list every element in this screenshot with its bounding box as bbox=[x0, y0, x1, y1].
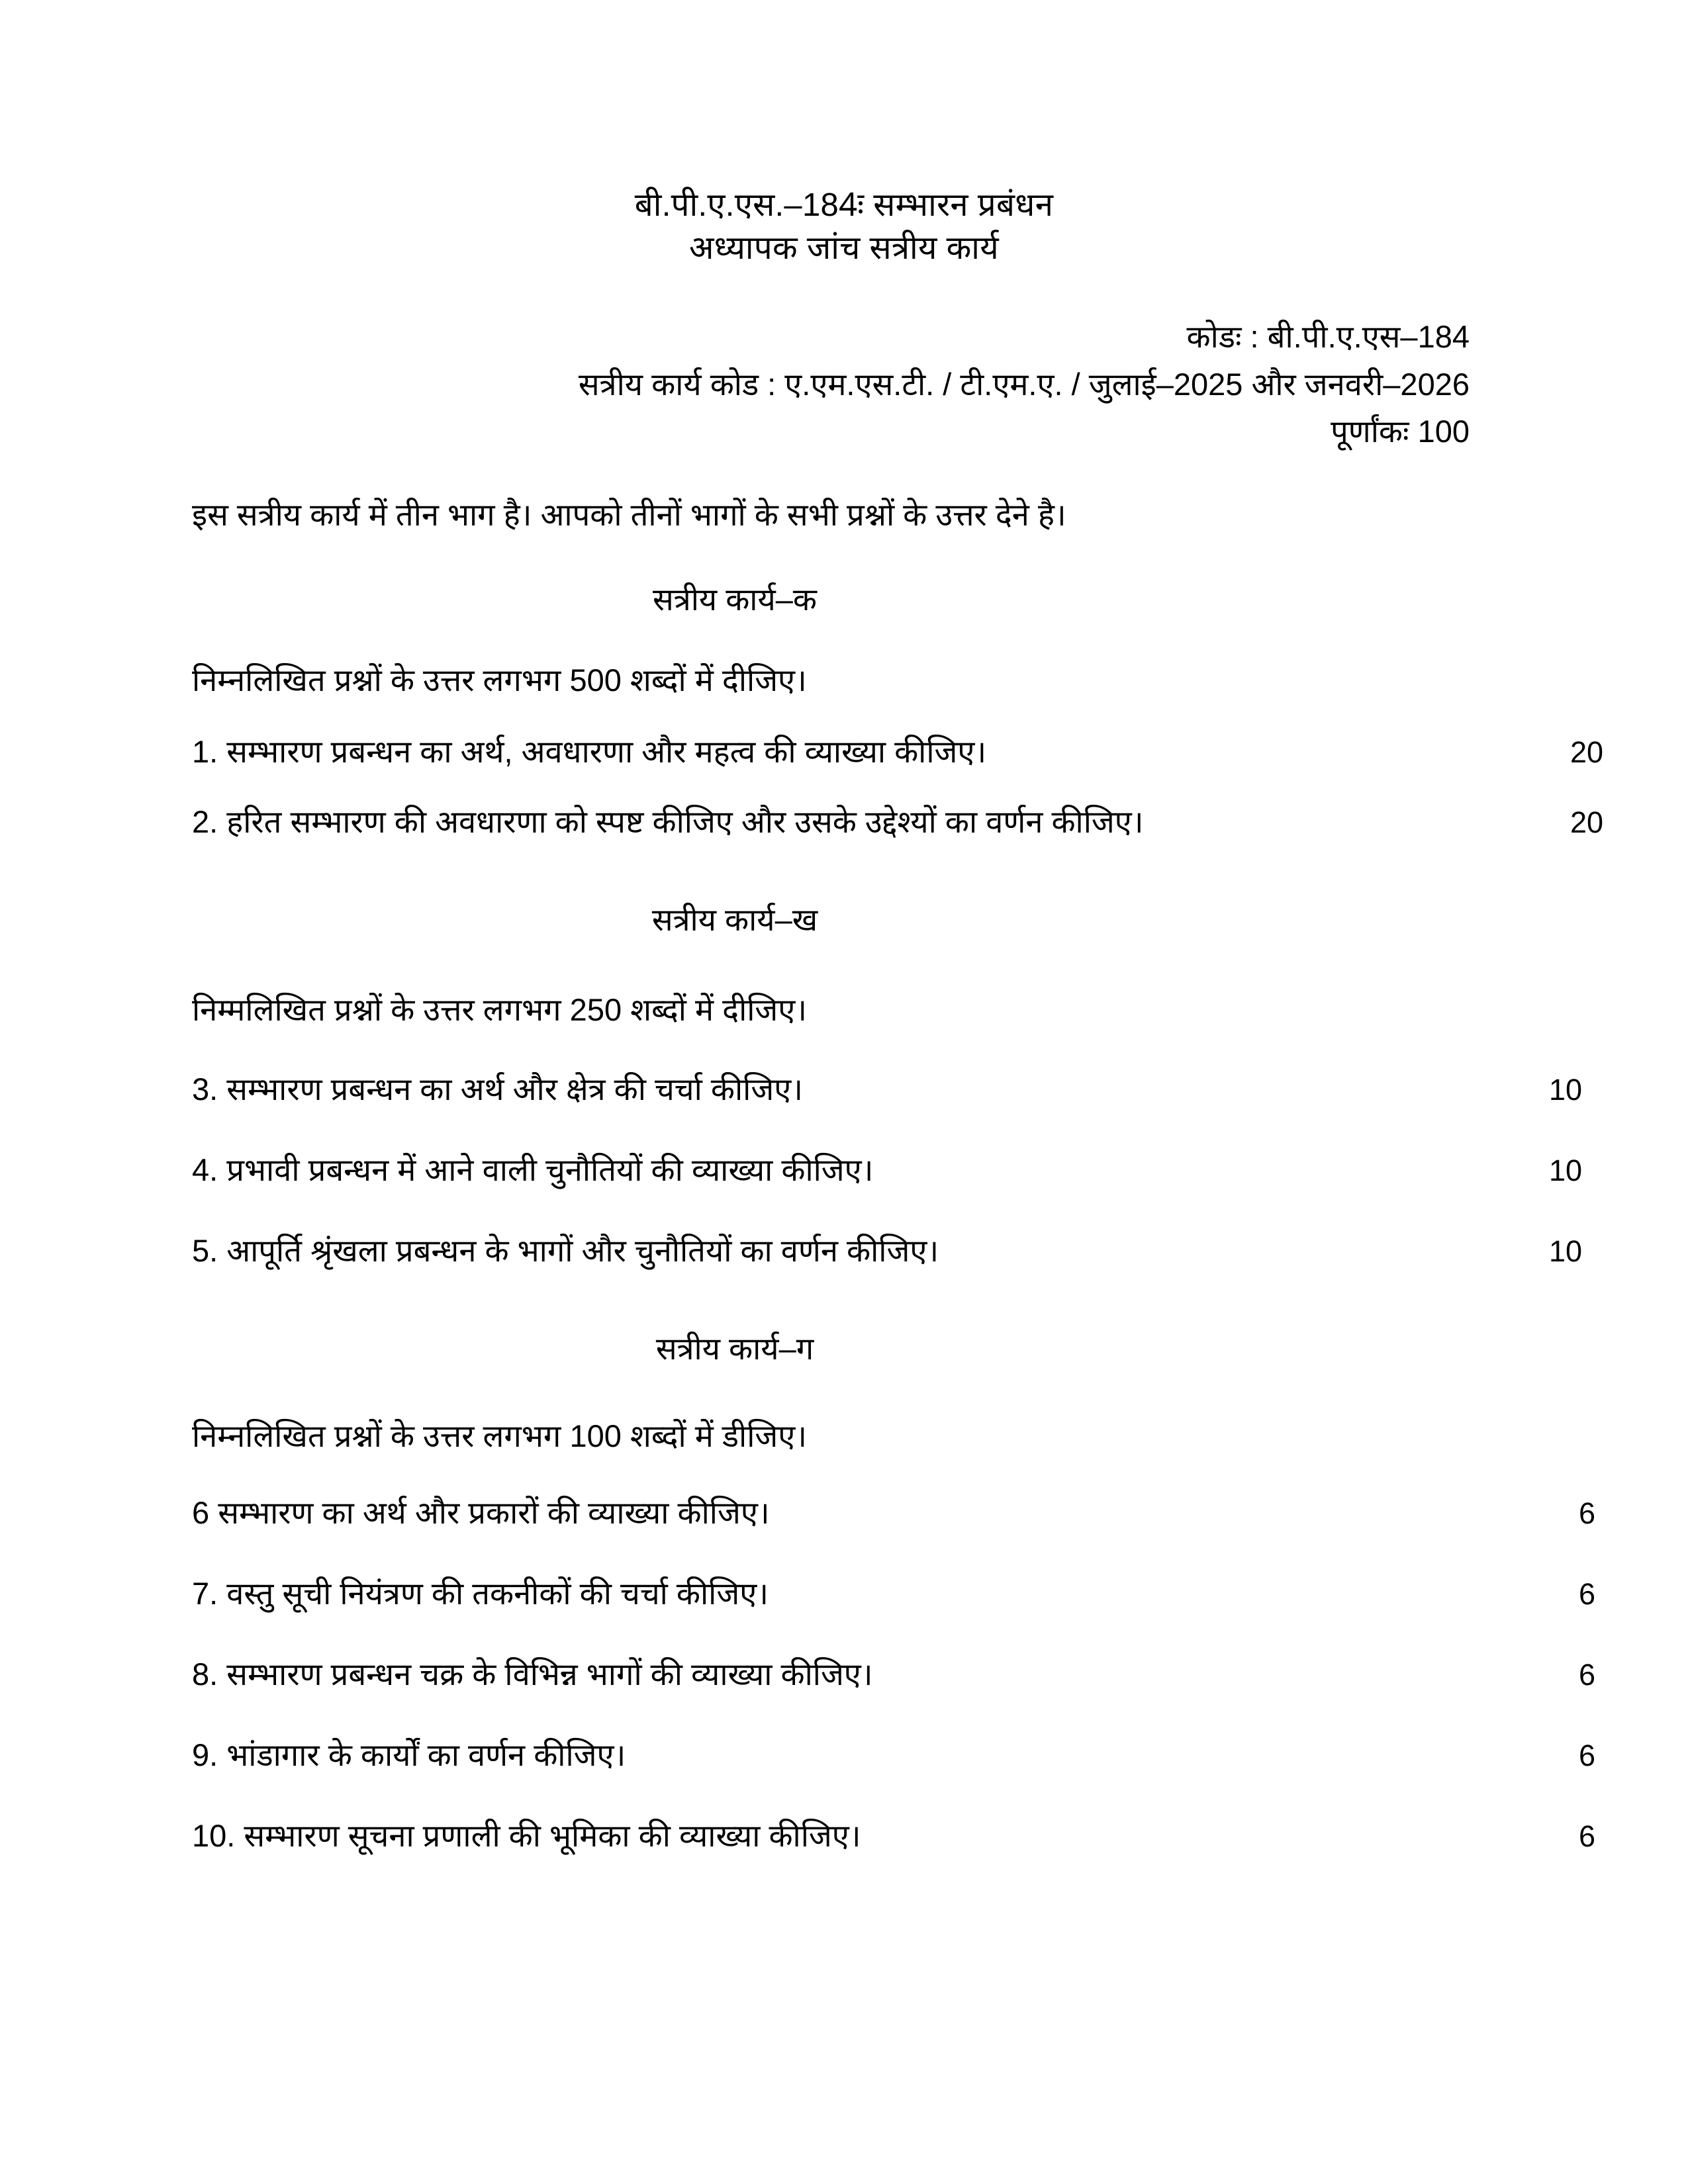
question-text: 1. सम्भारण प्रबन्धन का अर्थ, अवधारणा और महत्व की व्याख्या कीजिए। bbox=[192, 733, 987, 769]
question-marks: 6 bbox=[1578, 1657, 1595, 1692]
question-text: 9. भांडागार के कार्यों का वर्णन कीजिए। bbox=[192, 1737, 626, 1772]
assignment-meta bbox=[0, 313, 1688, 455]
section-a bbox=[0, 577, 1688, 842]
question-marks: 6 bbox=[1578, 1496, 1595, 1530]
assignment-code: सत्रीय कार्य कोड : ए.एम.एस.टी. / टी.एम.ए. / जुलाई–2025 और जनवरी–2026 bbox=[578, 366, 1470, 402]
question-text: 8. सम्भारण प्रबन्धन चक्र के विभिन्न भागों की व्याख्या कीजिए। bbox=[192, 1656, 873, 1692]
question-marks: 10 bbox=[1548, 1153, 1582, 1187]
page-title bbox=[0, 0, 1688, 269]
question-row bbox=[0, 1228, 1688, 1271]
question-row bbox=[0, 1148, 1688, 1190]
section-c-question-list bbox=[0, 1490, 1688, 1856]
question-marks: 6 bbox=[1578, 1819, 1595, 1853]
maximum-marks: पूर्णांकः 100 bbox=[1331, 414, 1470, 449]
question-row bbox=[0, 1490, 1688, 1533]
page-title-line-1: बी.पी.ए.एस.–184ः सम्भारन प्रबंधन bbox=[634, 187, 1054, 223]
section-c bbox=[0, 1326, 1688, 1856]
question-marks: 6 bbox=[1578, 1576, 1595, 1611]
question-text: 2. हरित सम्भारण की अवधारणा को स्पष्ट कीजिए और उसके उद्देश्यों का वर्णन कीजिए। bbox=[192, 803, 1144, 839]
question-row bbox=[0, 1571, 1688, 1614]
question-marks: 10 bbox=[1548, 1072, 1582, 1107]
section-a-question-list bbox=[0, 729, 1688, 842]
question-text: 7. वस्तु सूची नियंत्रण की तकनीकों की चर्चा कीजिए। bbox=[192, 1575, 769, 1611]
question-row bbox=[0, 1652, 1688, 1694]
page-title-line-2: अध्यापक जांच सत्रीय कार्य bbox=[689, 230, 999, 266]
question-text: 4. प्रभावी प्रबन्धन में आने वाली चुनौतियों की व्याख्या कीजिए। bbox=[192, 1152, 874, 1187]
section-a-instruction: निम्नलिखित प्रश्नों के उत्तर लगभग 500 शब्दों में दीजिए। bbox=[192, 662, 807, 698]
question-row bbox=[0, 799, 1688, 842]
section-b bbox=[0, 897, 1688, 1271]
question-marks: 6 bbox=[1578, 1738, 1595, 1772]
question-row bbox=[0, 1067, 1688, 1109]
section-b-instruction: निम्मलिखित प्रश्नों के उत्तर लगभग 250 शब्दों में दीजिए। bbox=[192, 991, 808, 1027]
section-a-heading: सत्रीय कार्य–क bbox=[653, 581, 817, 617]
question-text: 6 सम्भारण का अर्थ और प्रकारों की व्याख्या कीजिए। bbox=[192, 1494, 770, 1530]
question-row bbox=[0, 1733, 1688, 1775]
question-row bbox=[0, 1813, 1688, 1856]
section-c-instruction: निम्नलिखित प्रश्नों के उत्तर लगभग 100 शब्दों में डीजिए। bbox=[192, 1418, 808, 1453]
question-marks: 10 bbox=[1548, 1234, 1582, 1268]
question-text: 10. सम्भारण सूचना प्रणाली की भूमिका की व्याख्या कीजिए। bbox=[192, 1817, 861, 1853]
question-marks: 20 bbox=[1570, 805, 1603, 839]
section-b-question-list bbox=[0, 1067, 1688, 1271]
course-code: कोडः : बी.पी.ए.एस–184 bbox=[1186, 319, 1470, 355]
general-instruction: इस सत्रीय कार्य में तीन भाग है। आपको तीनों भागों के सभी प्रश्नों के उत्तर देने है। bbox=[192, 496, 1066, 532]
section-b-heading: सत्रीय कार्य–ख bbox=[651, 901, 818, 937]
question-text: 5. आपूर्ति श्रृंखला प्रबन्धन के भागों और चुनौतियों का वर्णन कीजिए। bbox=[192, 1232, 939, 1268]
question-marks: 20 bbox=[1570, 735, 1603, 769]
question-text: 3. सम्भारण प्रबन्धन का अर्थ और क्षेत्र की चर्चा कीजिए। bbox=[192, 1071, 804, 1107]
section-c-heading: सत्रीय कार्य–ग bbox=[655, 1330, 814, 1366]
question-row bbox=[0, 729, 1688, 772]
